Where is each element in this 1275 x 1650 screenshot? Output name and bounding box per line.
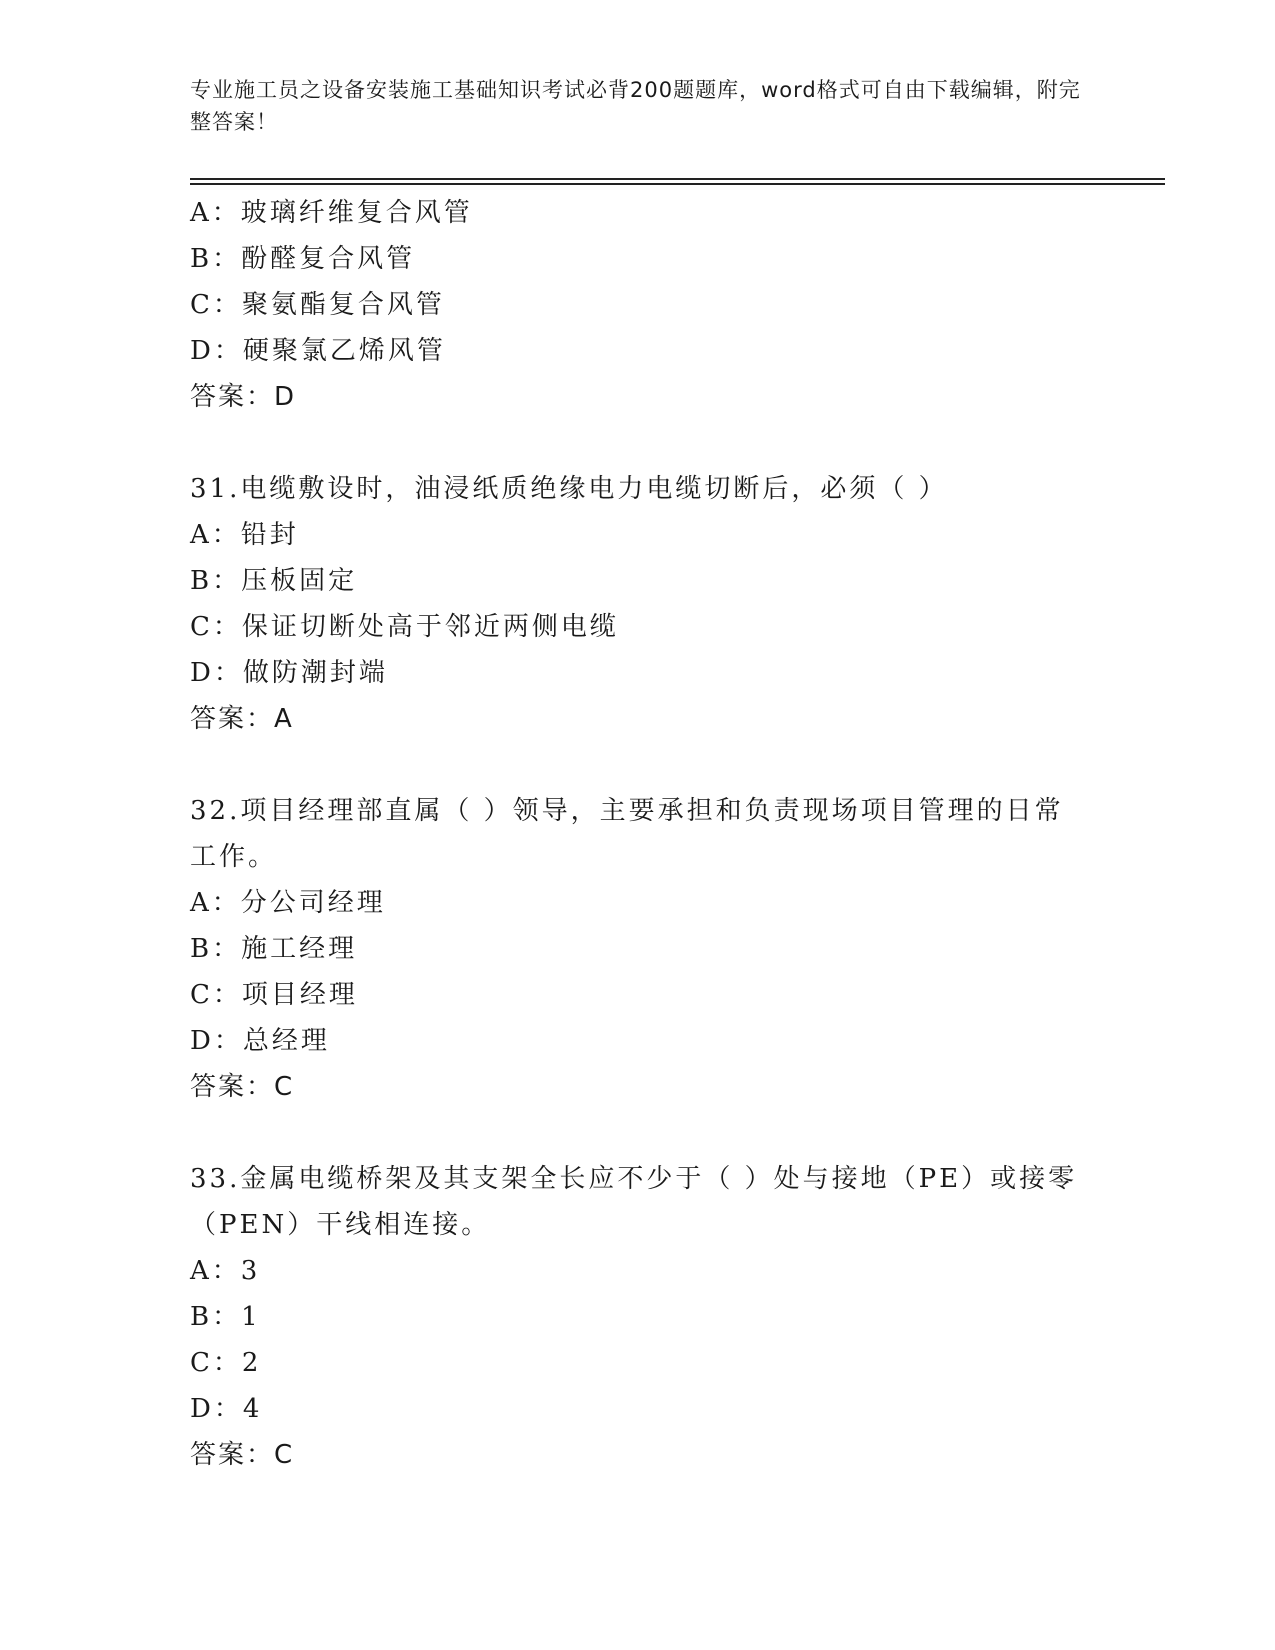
option-c: C：聚氨酯复合风管: [190, 290, 445, 320]
question-33: [190, 1156, 1090, 1478]
question-32: [190, 788, 1090, 1110]
question-30-continued: [190, 190, 1090, 420]
option-d: D：4: [190, 1394, 263, 1424]
option-b: B：1: [190, 1302, 261, 1332]
option-d: D：总经理: [190, 1026, 330, 1056]
header-rule-top: [190, 178, 1165, 180]
option-c: C：项目经理: [190, 980, 358, 1010]
option-a: A：玻璃纤维复合风管: [190, 198, 473, 228]
option-b: B：压板固定: [190, 566, 358, 596]
answer: 答案：C: [190, 1072, 295, 1102]
option-c: C：2: [190, 1348, 262, 1378]
option-d: D：做防潮封端: [190, 658, 388, 688]
option-c: C：保证切断处高于邻近两侧电缆: [190, 612, 619, 642]
option-a: A：3: [190, 1256, 261, 1286]
option-d: D：硬聚氯乙烯风管: [190, 336, 446, 366]
document-intro: 专业施工员之设备安装施工基础知识考试必背200题题库，word格式可自由下载编辑，附完整答案！: [190, 78, 1081, 134]
answer: 答案：C: [190, 1440, 295, 1470]
answer: 答案：A: [190, 704, 294, 734]
question-list: [190, 190, 1090, 1478]
question-stem: 31.电缆敷设时，油浸纸质绝缘电力电缆切断后，必须（ ）: [190, 474, 948, 504]
option-a: A：分公司经理: [190, 888, 386, 918]
option-a: A：铅封: [190, 520, 299, 550]
answer: 答案：D: [190, 382, 297, 412]
option-b: B：酚醛复合风管: [190, 244, 416, 274]
option-b: B：施工经理: [190, 934, 358, 964]
header-rule-bottom: [190, 183, 1165, 185]
question-stem: 33.金属电缆桥架及其支架全长应不少于（ ）处与接地（PE）或接零（PEN）干线相连接。: [190, 1164, 1078, 1240]
question-stem: 32.项目经理部直属（ ）领导，主要承担和负责现场项目管理的日常工作。: [190, 796, 1064, 872]
question-31: [190, 466, 1090, 742]
